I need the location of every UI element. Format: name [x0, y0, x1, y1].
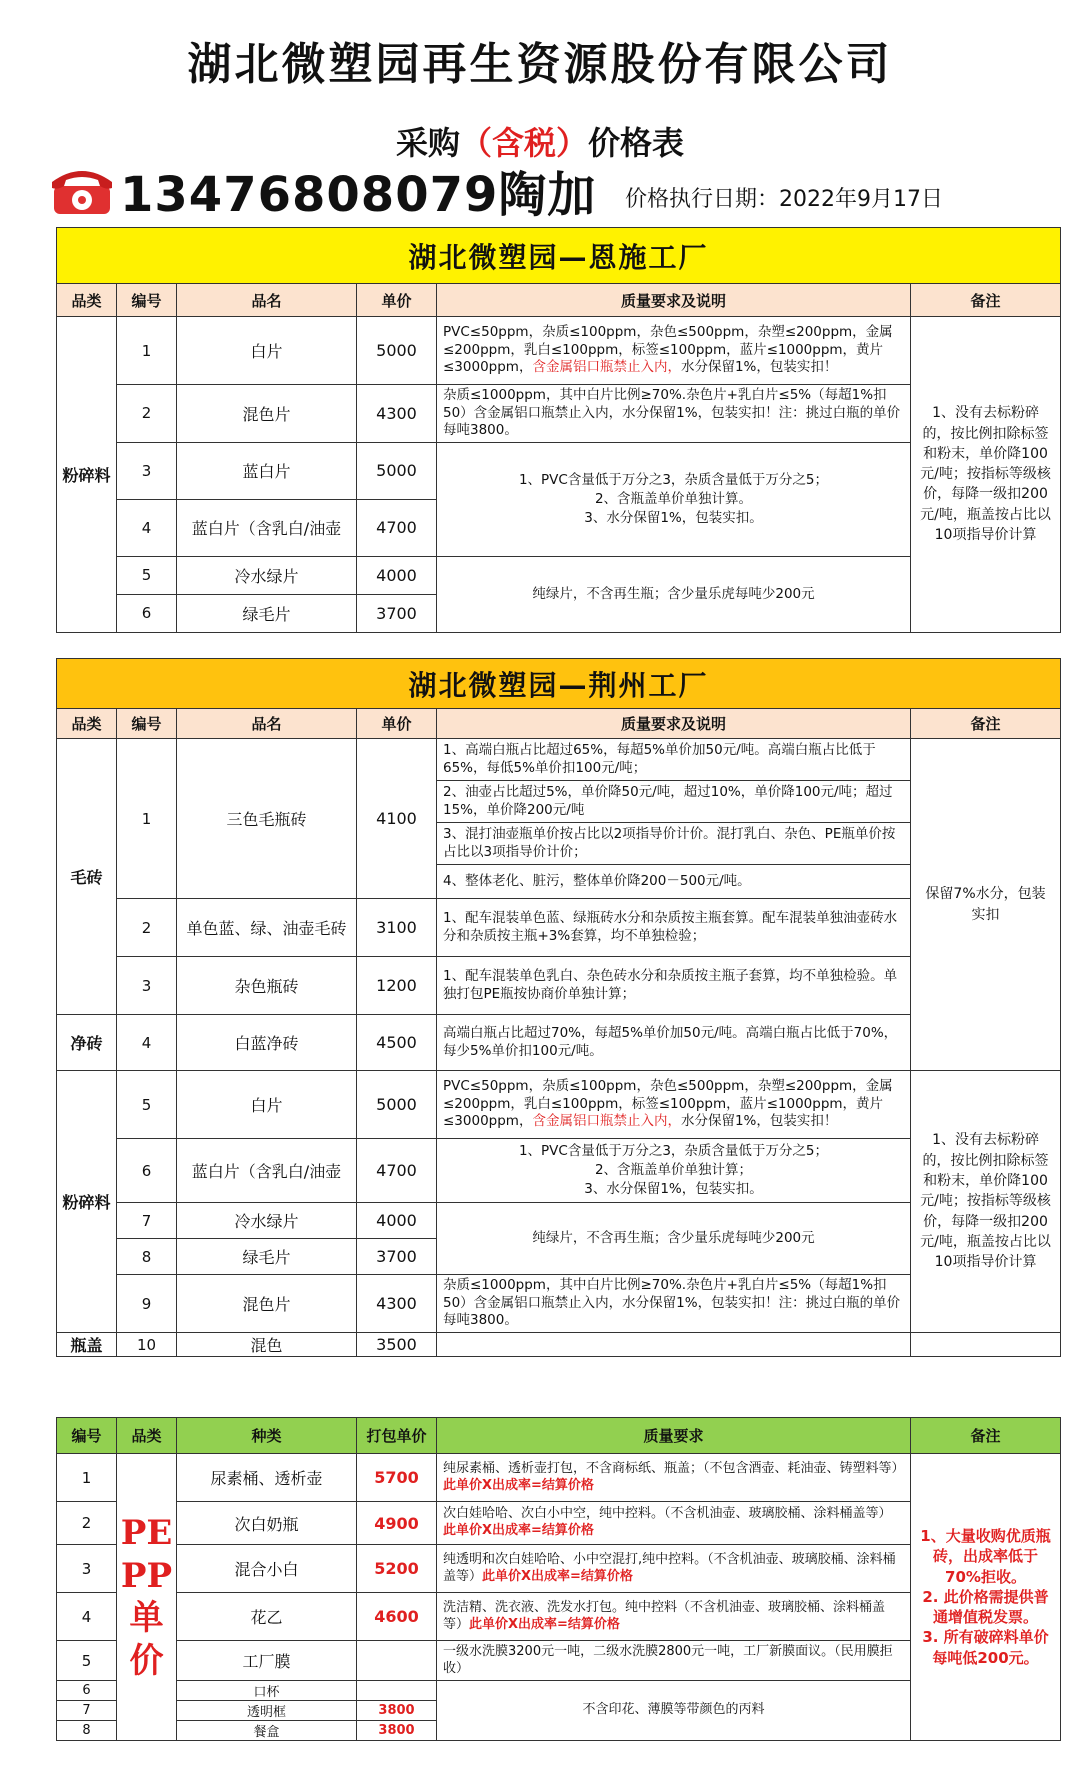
row-price: 3500 [357, 1333, 437, 1357]
enshi-table [56, 227, 1061, 633]
col-category: 品类 [57, 284, 117, 317]
row-type: 餐盒 [177, 1721, 357, 1741]
row-no: 8 [57, 1721, 117, 1741]
row-name: 蓝白片（含乳白/油壶 [177, 1139, 357, 1203]
row-desc: 杂质≤1000ppm，其中白片比例≥70%.杂色片+乳白片≤5%（每超1%扣50）含金属铝口瓶禁止入内，水分保留1%，包装实扣！注：挑过白瓶的单价每吨3800。 [437, 385, 911, 443]
row-no: 3 [117, 442, 177, 499]
row-name: 白片 [177, 1071, 357, 1139]
col-price: 单价 [357, 284, 437, 317]
row-type: 次白奶瓶 [177, 1502, 357, 1545]
row-no: 1 [117, 739, 177, 899]
row-desc: PVC≤50ppm，杂质≤100ppm，杂色≤500ppm，杂塑≤200ppm，金属≤200ppm，乳白≤100ppm，标签≤100ppm，蓝片≤1000ppm，黄片≤3000ppm，含金属铝口瓶禁止入内，水分保留1%，包装实扣！ [437, 317, 911, 385]
row-desc: 1、配车混装单色乳白、杂色砖水分和杂质按主瓶子套算，均不单独检验。单独打包PE瓶按协商价单独计算； [437, 957, 911, 1015]
row-no: 1 [117, 317, 177, 385]
row-desc: 4、整体老化、脏污，整体单价降200－500元/吨。 [437, 865, 911, 899]
row-name: 冷水绿片 [177, 1203, 357, 1239]
row-price: 5000 [357, 1071, 437, 1139]
row-type: 透明框 [177, 1701, 357, 1721]
title-tax: （含税） [459, 124, 588, 162]
row-desc: 纯绿片，不含再生瓶；含少量乐虎每吨少200元 [437, 1203, 911, 1275]
row-name: 绿毛片 [177, 1239, 357, 1275]
category-fensui: 粉碎料 [57, 317, 117, 633]
col-no: 编号 [57, 1418, 117, 1454]
row-no: 4 [57, 1593, 117, 1641]
row-price: 4100 [357, 739, 437, 899]
row-no: 3 [57, 1545, 117, 1593]
row-desc: 纯透明和次白娃哈哈、小中空混打,纯中控料。（不含机油壶、玻璃胶桶、涂料桶盖等）此单价X出成率=结算价格 [437, 1545, 911, 1593]
row-no: 5 [117, 556, 177, 594]
category-maozhuan: 毛砖 [57, 739, 117, 1015]
col-remark: 备注 [911, 284, 1061, 317]
row-no: 1 [57, 1454, 117, 1502]
row-name: 白片 [177, 317, 357, 385]
row-name: 混色 [177, 1333, 357, 1357]
row-no: 2 [117, 385, 177, 443]
col-no: 编号 [117, 284, 177, 317]
col-category: 品类 [57, 709, 117, 739]
row-name: 单色蓝、绿、油壶毛砖 [177, 899, 357, 957]
row-price: 3800 [357, 1701, 437, 1721]
row-name: 杂色瓶砖 [177, 957, 357, 1015]
row-desc: 1、PVC含量低于万分之3，杂质含量低于万分之5； 2、含瓶盖单价单独计算。 3、水分保留1%，包装实扣。 [437, 442, 911, 556]
col-type: 种类 [177, 1418, 357, 1454]
row-price: 4500 [357, 1015, 437, 1071]
row-desc: 不含印花、薄膜等带颜色的丙料 [437, 1681, 911, 1741]
col-remark: 备注 [911, 709, 1061, 739]
row-type: 工厂膜 [177, 1641, 357, 1681]
row-price: 3800 [357, 1721, 437, 1741]
remark-fensui: 1、没有去标粉碎的，按比例扣除标签和粉末，单价降100元/吨；按指标等级核价，每降一级扣200元/吨，瓶盖按占比以10项指导价计算 [911, 317, 1061, 633]
row-type: 口杯 [177, 1681, 357, 1701]
pepp-table [56, 1417, 1061, 1741]
category-pepp: PE PP 单 价 [117, 1454, 177, 1741]
row-price: 4600 [357, 1593, 437, 1641]
row-no: 5 [57, 1641, 117, 1681]
row-name: 白蓝净砖 [177, 1015, 357, 1071]
remark-maozhuan: 保留7%水分，包装实扣 [911, 739, 1061, 1071]
row-price: 4900 [357, 1502, 437, 1545]
row-desc: PVC≤50ppm，杂质≤100ppm，杂色≤500ppm，杂塑≤200ppm，金属≤200ppm，乳白≤100ppm，标签≤100ppm，蓝片≤1000ppm，黄片≤3000ppm，含金属铝口瓶禁止入内，水分保留1%，包装实扣！ [437, 1071, 911, 1139]
row-type: 尿素桶、透析壶 [177, 1454, 357, 1502]
title-prefix: 采购 [395, 124, 460, 162]
row-no: 6 [57, 1681, 117, 1701]
row-no: 9 [117, 1275, 177, 1333]
row-name: 蓝白片（含乳白/油壶 [177, 499, 357, 556]
row-no: 5 [117, 1071, 177, 1139]
row-no: 4 [117, 1015, 177, 1071]
row-no: 2 [57, 1502, 117, 1545]
col-name: 品名 [177, 709, 357, 739]
category-pinggai: 瓶盖 [57, 1333, 117, 1357]
title-suffix: 价格表 [588, 124, 685, 162]
row-price: 3100 [357, 899, 437, 957]
phone-number: 13476808079陶加 [120, 166, 597, 223]
row-desc: 洗洁精、洗衣液、洗发水打包。纯中控料（不含机油壶、玻璃胶桶、涂料桶盖等）此单价X出成率=结算价格 [437, 1593, 911, 1641]
row-desc: 杂质≤1000ppm，其中白片比例≥70%.杂色片+乳白片≤5%（每超1%扣50）含金属铝口瓶禁止入内，水分保留1%，包装实扣！注：挑过白瓶的单价每吨3800。 [437, 1275, 911, 1333]
row-no: 3 [117, 957, 177, 1015]
row-price: 4700 [357, 499, 437, 556]
row-desc: 纯绿片，不含再生瓶；含少量乐虎每吨少200元 [437, 556, 911, 632]
row-desc: 3、混打油壶瓶单价按占比以2项指导价计价。混打乳白、杂色、PE瓶单价按占比以3项指导价计价； [437, 823, 911, 865]
row-type: 混合小白 [177, 1545, 357, 1593]
col-category: 品类 [117, 1418, 177, 1454]
col-name: 品名 [177, 284, 357, 317]
row-no: 8 [117, 1239, 177, 1275]
row-price: 3700 [357, 1239, 437, 1275]
enshi-factory-title: 湖北微塑园—恩施工厂 [57, 228, 1061, 284]
jingzhou-table [56, 658, 1061, 1357]
category-fensui: 粉碎料 [57, 1071, 117, 1333]
row-desc: 2、油壶占比超过5%，单价降50元/吨，超过10%，单价降100元/吨；超过15%，单价降200元/吨 [437, 781, 911, 823]
row-desc: 1、配车混装单色蓝、绿瓶砖水分和杂质按主瓶套算。配车混装单独油壶砖水分和杂质按主瓶+3%套算，均不单独检验； [437, 899, 911, 957]
row-price: 4000 [357, 556, 437, 594]
row-name: 蓝白片 [177, 442, 357, 499]
row-no: 6 [117, 594, 177, 632]
jingzhou-factory-title: 湖北微塑园—荆州工厂 [57, 659, 1061, 709]
col-price: 打包单价 [357, 1418, 437, 1454]
category-jingzhuan: 净砖 [57, 1015, 117, 1071]
row-price: 4000 [357, 1203, 437, 1239]
row-desc: 高端白瓶占比超过70%，每超5%单价加50元/吨。高端白瓶占比低于70%，每少5%单价扣100元/吨。 [437, 1015, 911, 1071]
row-desc: 1、高端白瓶占比超过65%，每超5%单价加50元/吨。高端白瓶占比低于65%，每低5%单价扣100元/吨； [437, 739, 911, 781]
row-type: 花乙 [177, 1593, 357, 1641]
row-name: 冷水绿片 [177, 556, 357, 594]
col-remark: 备注 [911, 1418, 1061, 1454]
row-price: 5700 [357, 1454, 437, 1502]
row-no: 7 [117, 1203, 177, 1239]
company-name: 湖北微塑园再生资源股份有限公司 [187, 39, 893, 90]
row-price: 4300 [357, 1275, 437, 1333]
phone-contact [50, 160, 597, 223]
col-desc: 质量要求及说明 [437, 709, 911, 739]
execution-date: 价格执行日期：2022年9月17日 [625, 187, 943, 212]
row-price [357, 1681, 437, 1701]
row-name: 混色片 [177, 385, 357, 443]
row-price [357, 1641, 437, 1681]
row-no: 6 [117, 1139, 177, 1203]
row-no: 4 [117, 499, 177, 556]
row-price: 4700 [357, 1139, 437, 1203]
row-desc: 次白娃哈哈、次白小中空，纯中控料。（不含机油壶、玻璃胶桶、涂料桶盖等）此单价X出成率=结算价格 [437, 1502, 911, 1545]
row-name: 绿毛片 [177, 594, 357, 632]
row-desc: 纯尿素桶、透析壶打包，不含商标纸、瓶盖；（不包含酒壶、耗油壶、铸塑料等）此单价X出成率=结算价格 [437, 1454, 911, 1502]
row-price: 5200 [357, 1545, 437, 1593]
row-desc: 1、PVC含量低于万分之3，杂质含量低于万分之5； 2、含瓶盖单价单独计算； 3、水分保留1%，包装实扣。 [437, 1139, 911, 1203]
col-price: 单价 [357, 709, 437, 739]
row-no: 7 [57, 1701, 117, 1721]
row-name: 混色片 [177, 1275, 357, 1333]
remark-fensui: 1、没有去标粉碎的，按比例扣除标签和粉末，单价降100元/吨；按指标等级核价，每降一级扣200元/吨，瓶盖按占比以10项指导价计算 [911, 1071, 1061, 1333]
remark-pepp: 1、大量收购优质瓶砖，出成率低于70%拒收。 2. 此价格需提供普通增值税发票。 3. 所有破碎料单价每吨低200元。 [911, 1454, 1061, 1741]
row-price: 4300 [357, 385, 437, 443]
telephone-icon [50, 164, 114, 216]
row-price: 5000 [357, 442, 437, 499]
col-no: 编号 [117, 709, 177, 739]
row-price: 1200 [357, 957, 437, 1015]
remark-empty [911, 1333, 1061, 1357]
row-name: 三色毛瓶砖 [177, 739, 357, 899]
row-desc-empty [437, 1333, 911, 1357]
row-price: 3700 [357, 594, 437, 632]
col-desc: 质量要求及说明 [437, 284, 911, 317]
row-price: 5000 [357, 317, 437, 385]
row-no: 10 [117, 1333, 177, 1357]
row-desc: 一级水洗膜3200元一吨，二级水洗膜2800元一吨，工厂新膜面议。（民用膜拒收） [437, 1641, 911, 1681]
row-no: 2 [117, 899, 177, 957]
col-desc: 质量要求 [437, 1418, 911, 1454]
